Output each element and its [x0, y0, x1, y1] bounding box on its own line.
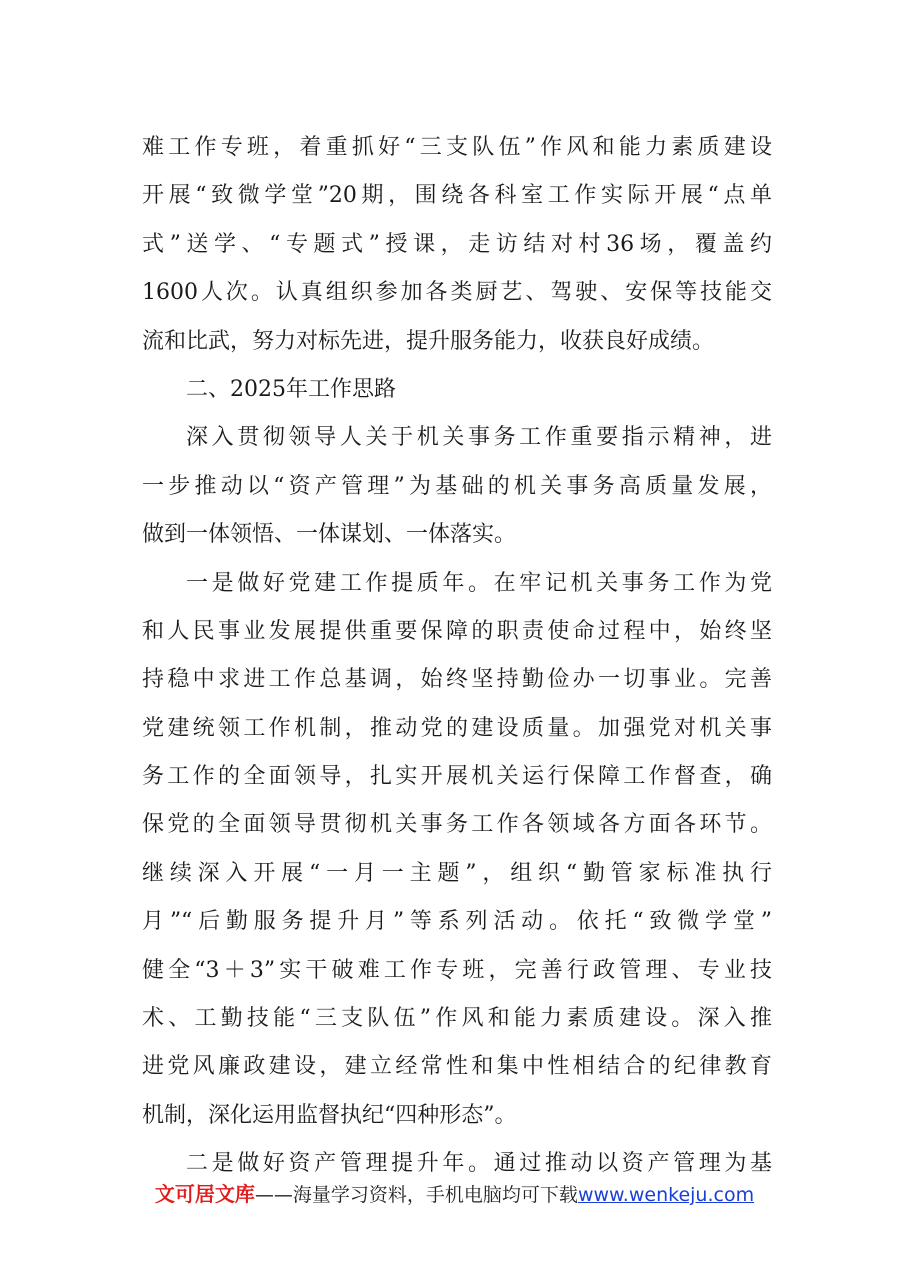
- text-line: 保党的全面领导贯彻机关事务工作各领域各方面各环节。: [142, 812, 772, 838]
- text-line: 和人民事业发展提供重要保障的职责使命过程中，始终坚: [142, 618, 772, 644]
- text-line: 1600人次。认真组织参加各类厨艺、驾驶、安保等技能交: [142, 280, 772, 306]
- text-line: 流和比武，努力对标先进，提升服务能力，收获良好成绩。: [142, 328, 715, 354]
- text-line: 机制，深化运用监督执纪“四种形态”。: [142, 1102, 517, 1128]
- text-line: 二、2025年工作思路: [186, 376, 396, 402]
- text-line: 开展“致微学堂”20期，围绕各科室工作实际开展“点单: [142, 183, 772, 209]
- document-body: [142, 124, 772, 1189]
- text-line: 做到一体领悟、一体谋划、一体落实。: [142, 522, 517, 548]
- text-line: 持稳中求进工作总基调，始终坚持勤俭办一切事业。完善: [142, 667, 772, 693]
- text-line: 继续深入开展“一月一主题”，组织“勤管家标准执行: [142, 860, 772, 886]
- text-line: 健全“3＋3”实干破难工作专班，完善行政管理、专业技: [142, 957, 772, 983]
- text-line: 难工作专班，着重抓好“三支队伍”作风和能力素质建设: [142, 135, 772, 160]
- text-line: 二是做好资产管理提升年。通过推动以资产管理为基: [186, 1151, 772, 1177]
- text-line: 一步推动以“资产管理”为基础的机关事务高质量发展，: [142, 473, 772, 499]
- watermark-footer: [0, 1178, 909, 1207]
- text-line: 术、工勤技能“三支队伍”作风和能力素质建设。深入推: [142, 1006, 772, 1032]
- text-line: 一是做好党建工作提质年。在牢记机关事务工作为党: [186, 570, 772, 596]
- text-line: 党建统领工作机制，推动党的建设质量。加强党对机关事: [142, 715, 772, 741]
- text-line: 月”“后勤服务提升月”等系列活动。依托“致微学堂”: [142, 909, 772, 935]
- website-link[interactable]: www.wenkeju.com: [577, 1184, 755, 1206]
- text-line: 进党风廉政建设，建立经常性和集中性相结合的纪律教育: [142, 1054, 772, 1080]
- text-line: 务工作的全面领导，扎实开展机关运行保障工作督查，确: [142, 764, 772, 790]
- footer-tagline: ——海量学习资料，手机电脑均可下载: [254, 1184, 578, 1206]
- text-line: 式”送学、“专题式”授课，走访结对村36场，覆盖约: [142, 231, 772, 257]
- brand-name: 文可居文库: [154, 1182, 255, 1206]
- text-line: 深入贯彻领导人关于机关事务工作重要指示精神，进: [186, 425, 772, 451]
